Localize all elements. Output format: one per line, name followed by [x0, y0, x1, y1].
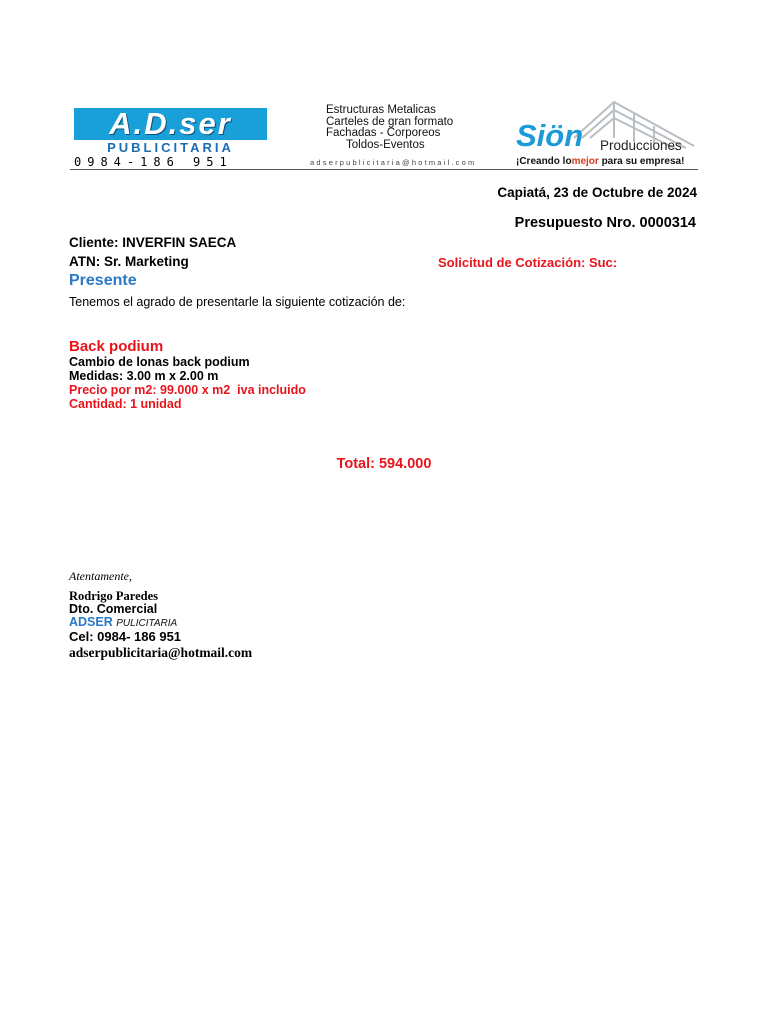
attention-line: ATN: Sr. Marketing	[69, 254, 189, 269]
company-brand: ADSER	[69, 615, 113, 629]
header-divider	[70, 169, 698, 170]
sion-logo-slogan	[516, 156, 684, 167]
adser-logo-name: A.D.ser	[74, 108, 267, 140]
service-item: Carteles de gran formato	[326, 115, 454, 128]
quote-request-label: Solicitud de Cotización: Suc:	[438, 255, 618, 270]
adser-logo-phone: 0984-186 951	[74, 155, 233, 169]
slogan-text: ¡Creando lo	[516, 156, 572, 167]
slogan-text: para su empresa!	[598, 156, 685, 167]
signer-company	[69, 615, 177, 629]
signer-department: Dto. Comercial	[69, 602, 158, 616]
company-tag: PULICITARIA	[116, 618, 178, 629]
quote-number: Presupuesto Nro. 0000314	[514, 215, 696, 231]
service-item: Toldos-Eventos	[346, 138, 425, 151]
signer-name: Rodrigo Paredes	[69, 589, 158, 603]
service-item: Estructuras Metalicas	[326, 104, 436, 116]
item-title: Back podium	[69, 338, 164, 355]
intro-text: Tenemos el agrado de presentarle la siguiente cotización de:	[69, 295, 406, 309]
sion-logo	[514, 98, 700, 170]
item-quantity: Cantidad: 1 unidad	[69, 397, 182, 411]
document-date: Capiatá, 23 de Octubre de 2024	[497, 185, 697, 200]
client-name: Cliente: INVERFIN SAECA	[69, 235, 237, 250]
closing-text: Atentamente,	[69, 569, 132, 583]
adser-logo-subtitle: PUBLICITARIA	[107, 140, 234, 155]
item-price: Precio por m2: 99.000 x m2 iva incluido	[69, 383, 306, 397]
greeting: Presente	[69, 272, 137, 289]
services-list	[326, 105, 496, 151]
sion-logo-name: Siön	[516, 118, 584, 153]
sion-logo-suffix: Producciones	[600, 138, 682, 153]
item-measures: Medidas: 3.00 m x 2.00 m	[69, 369, 219, 383]
quote-total: Total: 594.000	[336, 456, 432, 472]
adser-logo	[74, 106, 267, 169]
service-item: Fachadas - Corporeos	[326, 127, 441, 139]
item-description: Cambio de lonas back podium	[69, 355, 250, 369]
header-email: adserpublicitaria@hotmail.com	[310, 158, 477, 167]
slogan-highlight: mejor	[571, 156, 599, 167]
signer-email: adserpublicitaria@hotmail.com	[69, 645, 253, 660]
signer-phone: Cel: 0984- 186 951	[69, 629, 182, 644]
